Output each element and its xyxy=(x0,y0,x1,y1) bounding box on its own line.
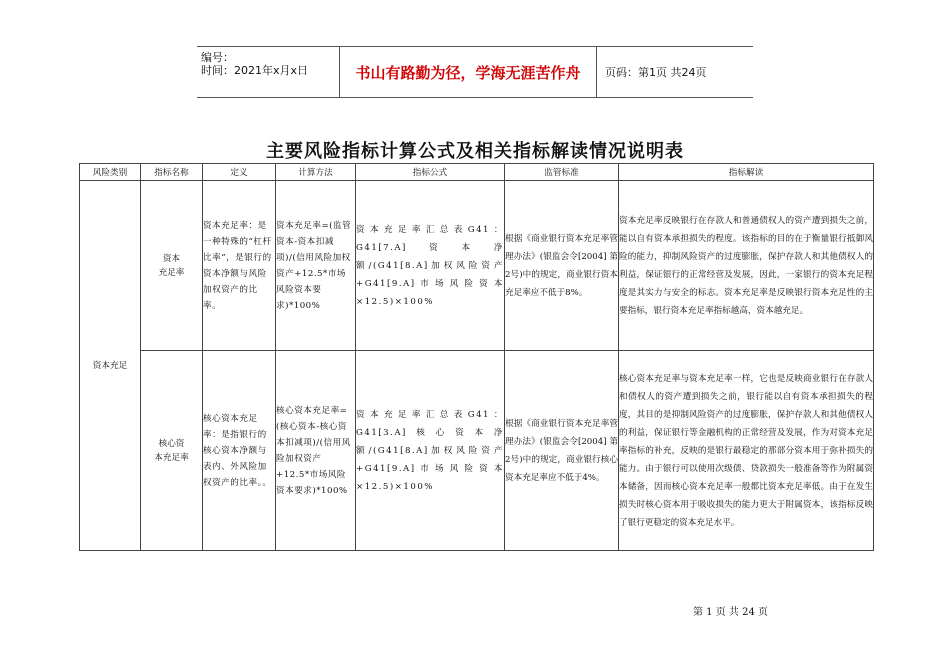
interpretation-cell: 核心资本充足率与资本充足率一样，它也是反映商业银行在存款人和债权人的资产遭到损失之前，银行能以自有资本承担损失的程度，其目的是抑制风险资产的过度膨胀，保护存款人和其他债权人的利益，保证银行等金融机构的正常经营及发展，作为对资本充足率指标的补充，反映的是银行最稳定的那部分资本用于弥补损失的能力。由于银行可以使用次级债、贷款损失一般准备等作为附属资本储备，因而核心资本充足率一般都比资本充足率低。由于在发生损失时核心资本用于吸收损失的能力更大于附属资本，该指标反映了银行更稳定的资本充足水平。 xyxy=(619,351,874,551)
table-header-row xyxy=(80,164,874,181)
page-header xyxy=(197,46,753,98)
column-header: 指标公式 xyxy=(356,164,505,181)
date-label: 时间：2021年x月x日 xyxy=(201,64,309,77)
document-title: 主要风险指标计算公式及相关指标解读情况说明表 xyxy=(266,141,684,162)
table-row xyxy=(80,181,874,351)
page-footer: 第 1 页 共 24 页 xyxy=(693,607,768,618)
column-header: 指标名称 xyxy=(141,164,203,181)
definition-cell: 核心资本充足率：是指银行的核心资本净额与表内、外风险加权资产的比率。。 xyxy=(203,351,276,551)
page-label: 页码：第1页 共24页 xyxy=(605,66,707,79)
risk-indicator-table xyxy=(79,163,874,551)
risk-category-cell: 资本充足 xyxy=(80,181,141,551)
method-cell: 核心资本充足率=(核心资本-核心资本扣减项)/(信用风险加权资产+12.5*市场风险资本要求)*100% xyxy=(276,351,356,551)
column-header: 计算方法 xyxy=(276,164,356,181)
motto: 书山有路勤为径，学海无涯苦作舟 xyxy=(339,47,597,97)
header-meta xyxy=(197,47,339,97)
method-cell: 资本充足率=(监管资本-资本扣减项)/(信用风险加权资产+12.5*市场风险资本要求)*100% xyxy=(276,181,356,351)
formula-cell: 资本充足率汇总表G41：G41[3.A]核心资本净额/(G41[8.A]加权风险资产+G41[9.A]市场风险资本×12.5)×100% xyxy=(356,351,505,551)
column-header: 指标解读 xyxy=(619,164,874,181)
indicator-name-cell: 资本 充足率 xyxy=(141,181,203,351)
indicator-name-cell: 核心资 本充足率 xyxy=(141,351,203,551)
standard-cell: 根据《商业银行资本充足率管理办法》(银监会令[2004] 第2号)中的规定，商业银行资本充足率应不低于8%。 xyxy=(505,181,619,351)
column-header: 风险类别 xyxy=(80,164,141,181)
interpretation-cell: 资本充足率反映银行在存款人和普通债权人的资产遭到损失之前，能以自有资本承担损失的程度。该指标的目的在于衡量银行抵御风险的能力，抑制风险资产的过度膨胀，保护存款人和其他债权人的利益，保证银行的正常经营及发展，因此，一家银行的资本充足程度是其实力与安全的标志。资本充足率是反映银行资本充足性的主要指标，银行资本充足率指标越高，资本越充足。 xyxy=(619,181,874,351)
definition-cell: 资本充足率：是一种特殊的“杠杆比率”，是银行的资本净额与风险加权资产的比率。 xyxy=(203,181,276,351)
formula-cell: 资本充足率汇总表G41：G41[7.A]资本净额/(G41[8.A]加权风险资产+G41[9.A]市场风险资本×12.5)×100% xyxy=(356,181,505,351)
number-label: 编号： xyxy=(201,51,234,64)
table-row xyxy=(80,351,874,551)
column-header: 监管标准 xyxy=(505,164,619,181)
column-header: 定义 xyxy=(203,164,276,181)
standard-cell: 根据《商业银行资本充足率管理办法》(银监会令[2004] 第2号)中的规定，商业银行核心资本充足率应不低于4%。 xyxy=(505,351,619,551)
